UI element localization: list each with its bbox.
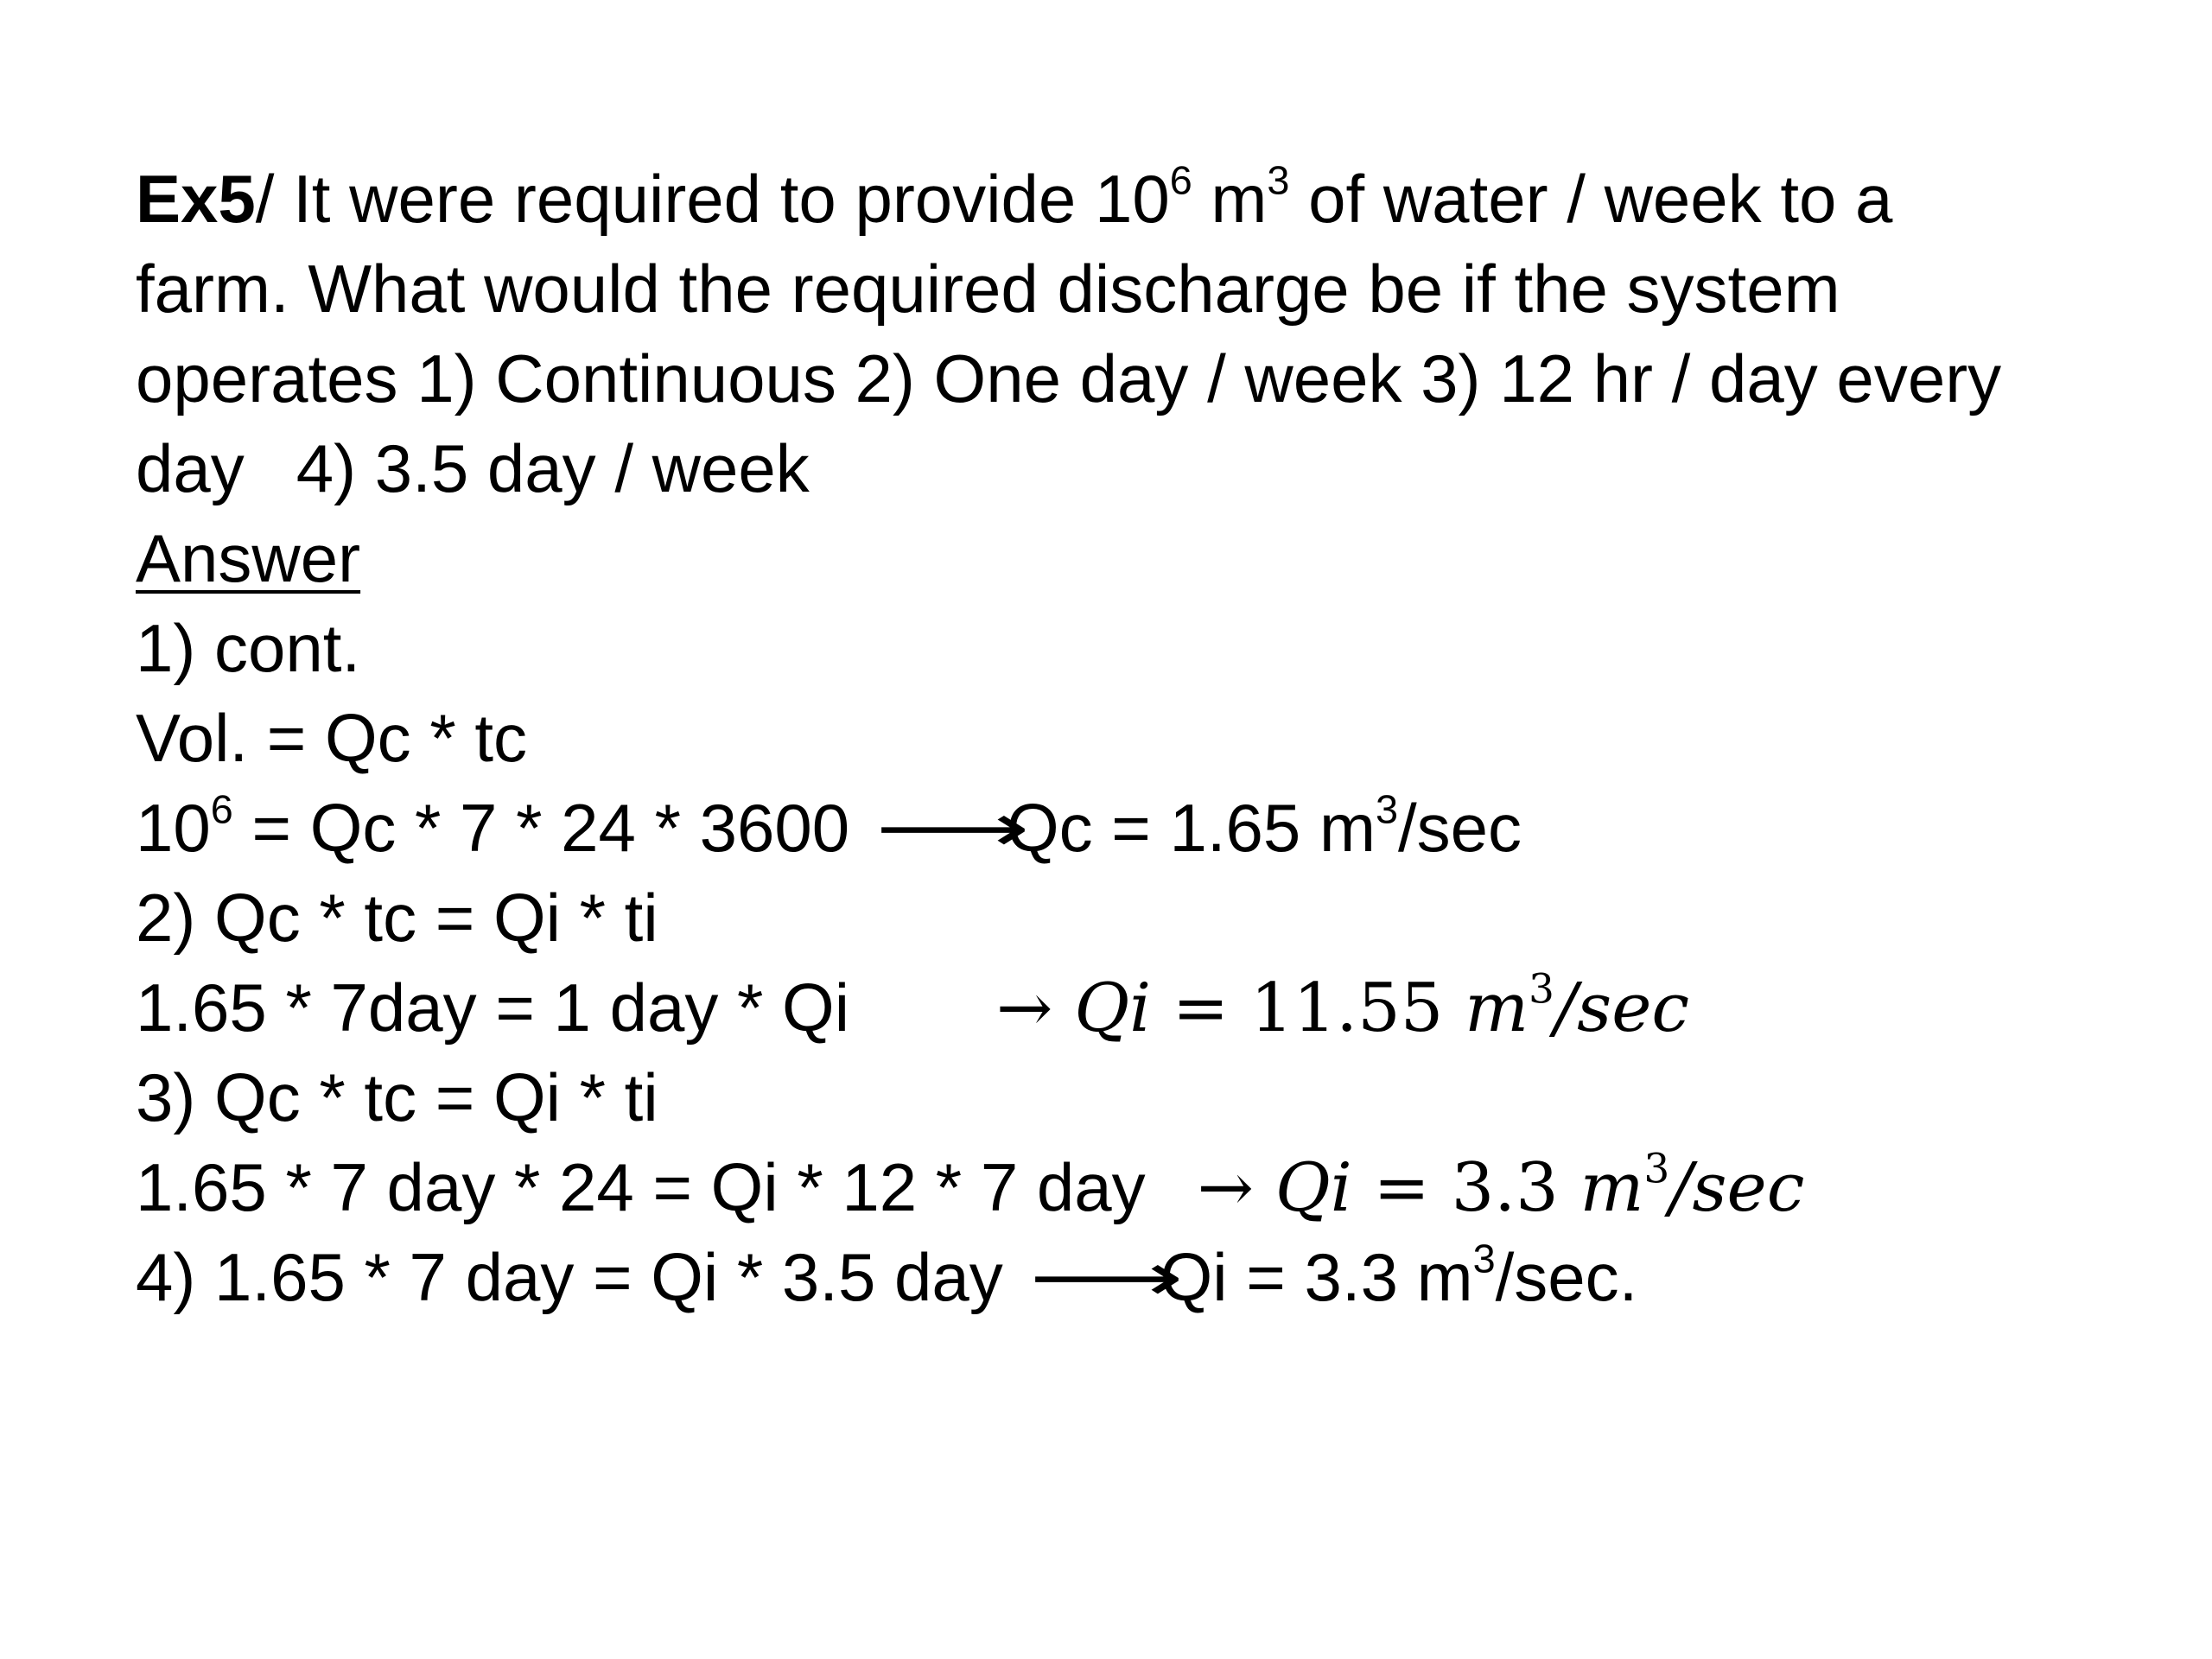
step3-q: Qi <box>1274 1149 1352 1227</box>
step4-calculation <box>136 1232 2088 1322</box>
step2-calc: 1.65 * 7day = 1 day * Qi <box>136 969 850 1046</box>
arrow-icon: → <box>996 969 1053 1047</box>
answer-heading-line <box>136 513 2088 603</box>
long-arrow-icon: ⟶ <box>875 790 1031 868</box>
step1-formula: Vol. = Qc * tc <box>136 700 528 776</box>
exponent: 3 <box>1643 1146 1670 1193</box>
slide-content <box>136 154 2088 1322</box>
problem-line-2: farm. What would the required discharge be if the system <box>136 251 1840 327</box>
problem-text-4a: day <box>136 430 245 506</box>
step2-math <box>996 966 1690 1047</box>
exponent: 6 <box>1169 157 1192 203</box>
step2-q: Qi <box>1074 969 1152 1047</box>
exponent: 3 <box>1529 966 1554 1014</box>
example-label: Ex5 <box>136 161 256 237</box>
step1-result: Qc = 1.65 m <box>1006 790 1376 866</box>
arrow-icon: → <box>1197 1149 1254 1227</box>
exponent: 3 <box>1375 786 1398 832</box>
step1-title: 1) cont. <box>136 610 361 686</box>
problem-line-1 <box>136 154 2088 244</box>
step2-m: m <box>1465 969 1529 1047</box>
problem-text-1-rest: of water / week to a <box>1289 161 1893 237</box>
step3-m: m <box>1580 1149 1644 1227</box>
problem-line-3: operates 1) Continuous 2) One day / week 3) 12 hr / day every <box>136 340 2002 416</box>
step3-calc: 1.65 * 7 day * 24 = Qi * 12 * 7 day <box>136 1149 1146 1225</box>
step3-formula: 3) Qc * tc = Qi * ti <box>136 1059 658 1135</box>
step2-eq: = 11.55 <box>1151 969 1465 1047</box>
step1-result-unit: /sec <box>1398 790 1522 866</box>
exponent: 6 <box>210 786 233 832</box>
step3-math <box>1197 1146 1805 1227</box>
step4-result: Qi = 3.3 m <box>1160 1239 1473 1315</box>
step2-unit: /sec <box>1554 969 1690 1047</box>
step1-calc-rest: = Qc * 7 * 24 * 3600 <box>232 790 850 866</box>
step3-calculation <box>136 1142 2088 1232</box>
problem-line-4 <box>136 423 2088 513</box>
step3-eq: = 3.3 <box>1351 1149 1580 1227</box>
problem-text-1: / It were required to provide 10 <box>255 161 1170 237</box>
step3-unit: /sec <box>1669 1149 1805 1227</box>
step4-result-unit: /sec. <box>1495 1239 1638 1315</box>
exponent: 3 <box>1472 1236 1496 1281</box>
step1-calculation <box>136 783 2088 873</box>
exponent: 3 <box>1267 157 1290 203</box>
step4-calc: 4) 1.65 * 7 day = Qi * 3.5 day <box>136 1239 1003 1315</box>
long-arrow-icon: ⟶ <box>1028 1239 1184 1317</box>
step1-calc-base: 10 <box>136 790 211 866</box>
answer-heading: Answer <box>136 520 361 596</box>
step2-formula: 2) Qc * tc = Qi * ti <box>136 880 658 956</box>
unit-text: m <box>1192 161 1268 237</box>
problem-text-4b: 4) 3.5 day / week <box>296 430 810 506</box>
step2-calculation <box>136 963 2088 1052</box>
